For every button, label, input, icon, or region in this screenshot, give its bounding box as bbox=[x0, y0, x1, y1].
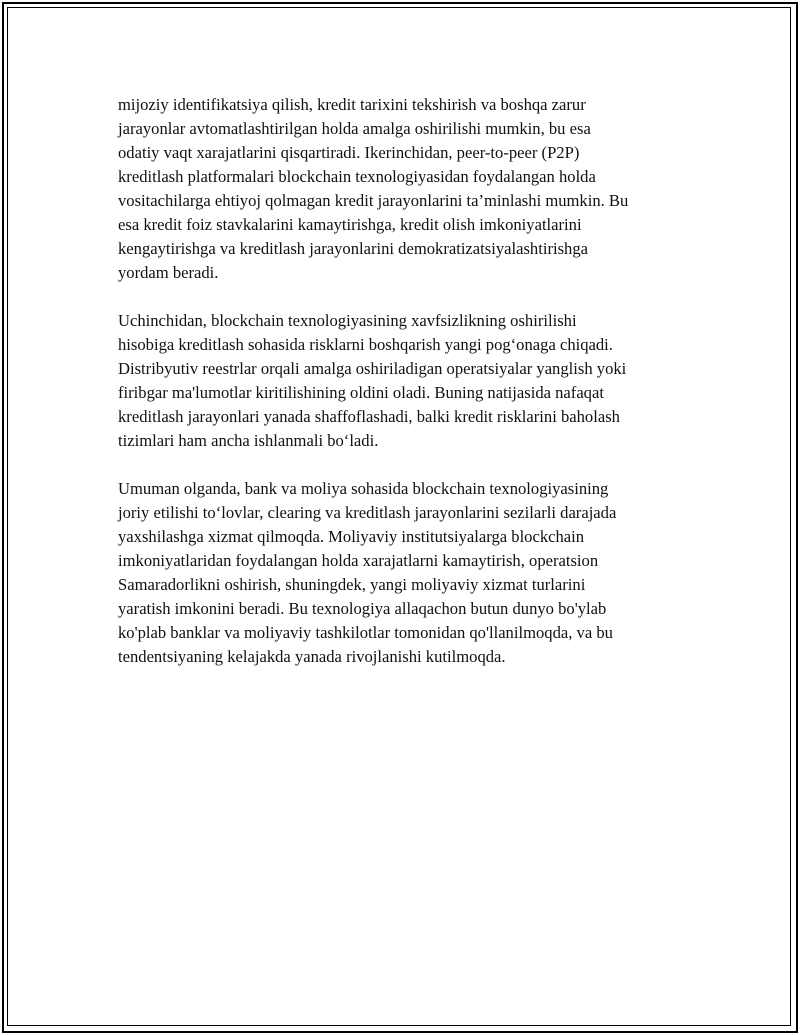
paragraph-risk-management: Uchinchidan, blockchain texnologiyasining xavfsizlikning oshirilishi hisobiga kreditlash sohasida risklarni boshqarish yangi pog‘onaga chiqadi. Distribyutiv reestrlar orqali amalga oshiriladigan operatsiyalar yanglish yoki firibgar ma'lumotlar kiritilishining oldini oladi. Buning natijasida nafaqat kreditlash jarayonlari yanada shaffoflashadi, balki kredit risklarini baholash tizimlari ham ancha ishlanmali bo‘ladi. bbox=[118, 311, 627, 450]
paragraph-conclusion: Umuman olganda, bank va moliya sohasida blockchain texnologiyasining joriy etilishi to‘lovlar, clearing va kreditlash jarayonlarini sezilarli darajada yaxshilashga xizmat qilmoqda. Moliyaviy institutsiyalarga blockchain imkoniyatlaridan foydalangan holda xarajatlarni kamaytirish, operatsion Samaradorlikni oshirish, shuningdek, yangi moliyaviy xizmat turlarini yaratish imkonini beradi. Bu texnologiya allaqachon butun dunyo bo'ylab ko'plab banklar va moliyaviy tashkilotlar tomonidan qo'llanilmoqda, va bu tendentsiyaning kelajakda yanada rivojlanishi kutilmoqda. bbox=[118, 479, 617, 666]
document-body bbox=[118, 93, 688, 693]
paragraph-credit-automation: mijoziy identifikatsiya qilish, kredit tarixini tekshirish va boshqa zarur jarayonlar avtomatlashtirilgan holda amalga oshirilishi mumkin, bu esa odatiy vaqt xarajatlarini qisqartiradi. Ikerinchidan, peer-to-peer (P2P) kreditlash platformalari blockchain texnologiyasidan foydalangan holda vositachilarga ehtiyoj qolmagan kredit jarayonlarini ta’minlashi mumkin. Bu esa kredit foiz stavkalarini kamaytirishga, kredit olish imkoniyatlarini kengaytirishga va kreditlash jarayonlarini demokratizatsiyalashtirishga yordam beradi. bbox=[118, 95, 629, 282]
